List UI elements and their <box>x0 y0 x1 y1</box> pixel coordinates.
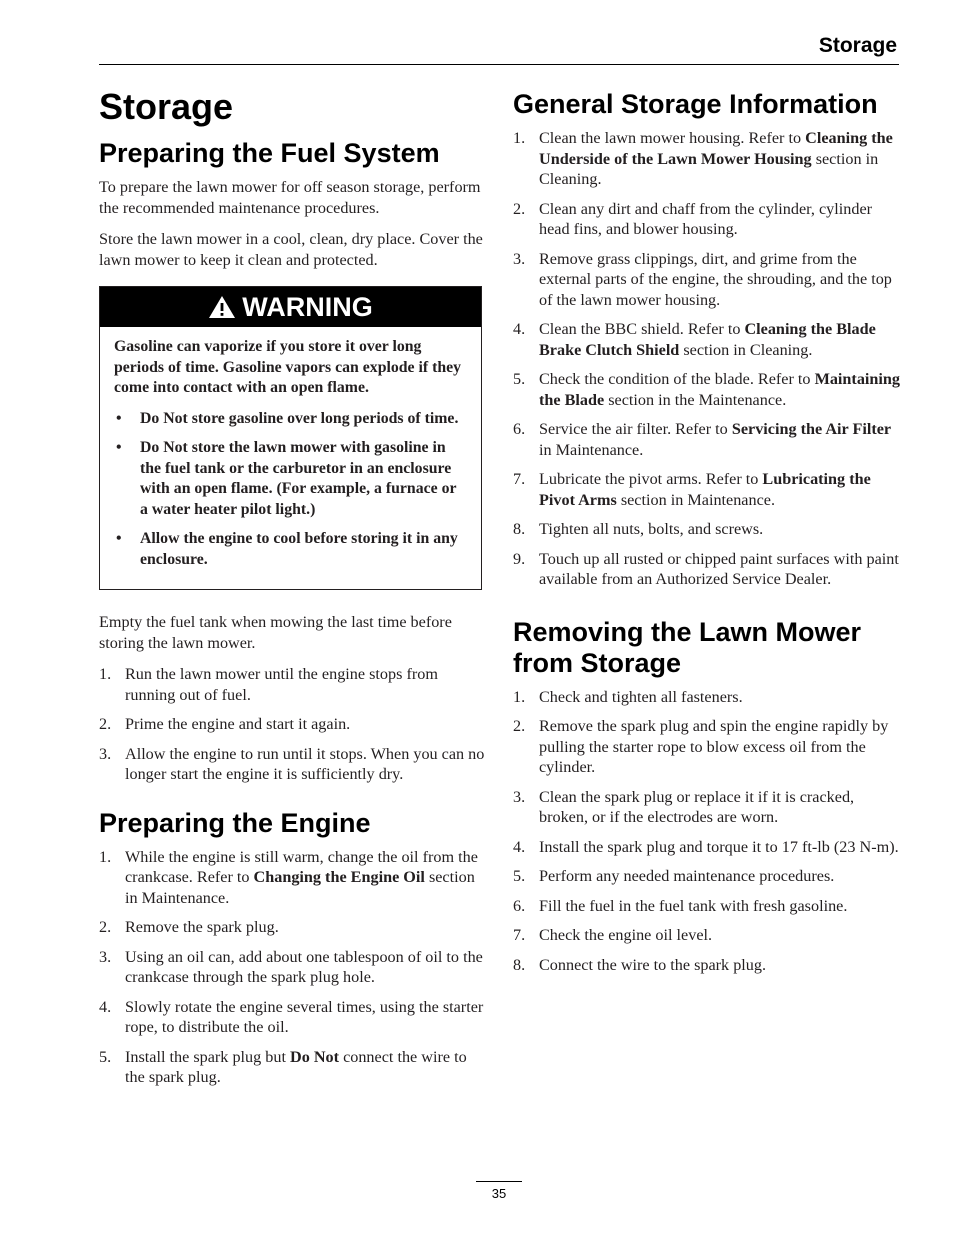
list-item: 1. Clean the lawn mower housing. Refer to Cleaning the Underside of the Lawn Mower Housing section in Cleaning. <box>513 129 893 188</box>
removing-steps <box>513 687 901 976</box>
list-item: 1. Run the lawn mower until the engine stops from running out of fuel. <box>99 665 438 704</box>
list-item: 3. Clean the spark plug or replace it if it is cracked, broken, or if the electrodes are worn. <box>513 787 855 826</box>
warning-bullets <box>114 409 467 571</box>
bullet-icon: • <box>116 530 122 547</box>
fuel-paragraph-2: Store the lawn mower in a cool, clean, dry place. Cover the lawn mower to keep it clean and protected. <box>99 230 483 269</box>
fuel-heading: Preparing the Fuel System <box>99 138 440 168</box>
header-rule <box>99 64 899 65</box>
left-column <box>99 86 487 1097</box>
warning-bullet <box>114 529 467 570</box>
page-number-rule <box>476 1181 522 1182</box>
list-item: 9. Touch up all rusted or chipped paint surfaces with paint available from an Authorized Service Dealer. <box>513 549 899 588</box>
list-item: 5. Check the condition of the blade. Refer to Maintaining the Blade section in the Maintenance. <box>513 370 901 409</box>
list-item: 8. Tighten all nuts, bolts, and screws. <box>513 520 764 538</box>
engine-heading: Preparing the Engine <box>99 807 371 838</box>
list-item: 8. Connect the wire to the spark plug. <box>513 955 767 974</box>
warning-body <box>100 327 481 589</box>
list-item: 7. Check the engine oil level. <box>513 926 713 944</box>
step-text: Allow the engine to run until it stops. When you can no longer start the engine it is sufficiently dry. <box>125 744 485 783</box>
fuel-paragraph-1: To prepare the lawn mower for off season storage, perform the recommended maintenance procedures. <box>99 178 481 217</box>
page-title: Storage <box>99 86 234 127</box>
list-item: 3. Allow the engine to run until it stops. When you can no longer start the engine it is sufficiently dry. <box>99 744 485 783</box>
list-item: 4. Install the spark plug and torque it to 17 ft-lb (23 N-m). <box>513 837 899 856</box>
general-heading: General Storage Information <box>513 89 878 119</box>
list-item: 2. Remove the spark plug and spin the engine rapidly by pulling the starter rope to blow excess oil from the cylinder. <box>513 717 889 776</box>
list-item: 2. Prime the engine and start it again. <box>99 715 351 733</box>
bullet-icon: • <box>116 409 122 427</box>
list-item: 5. Perform any needed maintenance procedures. <box>513 867 835 885</box>
list-item: 5. Install the spark plug but Do Not connect the wire to the spark plug. <box>99 1047 467 1086</box>
warning-header <box>100 287 481 327</box>
page-number: 35 <box>491 1186 507 1201</box>
warning-label: WARNING <box>242 291 373 322</box>
warning-intro: Gasoline can vaporize if you store it over long periods of time. Gasoline vapors can explode if they come into contact with an open flame. <box>114 338 462 396</box>
list-item: 6. Service the air filter. Refer to Servicing the Air Filter in Maintenance. <box>513 420 892 459</box>
warning-bullet-text: Allow the engine to cool before storing it in any enclosure. <box>140 530 458 568</box>
step-text: Run the lawn mower until the engine stops from running out of fuel. <box>125 665 438 704</box>
running-header: Storage <box>818 34 897 57</box>
list-item: 4. Clean the BBC shield. Refer to Cleaning the Blade Brake Clutch Shield section in Cleaning. <box>513 320 876 359</box>
engine-steps <box>99 847 487 1088</box>
fuel-paragraph-3: Empty the fuel tank when mowing the last time before storing the lawn mower. <box>99 613 452 652</box>
list-item: 1. Check and tighten all fasteners. <box>513 687 743 706</box>
right-column <box>513 86 901 984</box>
warning-bullet <box>114 438 467 520</box>
fuel-steps <box>99 664 487 785</box>
warning-bullet-text: Do Not store the lawn mower with gasoline in the fuel tank or the carburetor in an enclosure with an open flame. (For example, a furnace or a water heater pilot light.) <box>140 439 457 518</box>
removing-heading: Removing the Lawn Mower from Storage <box>513 616 862 678</box>
general-steps <box>513 128 901 590</box>
list-item: 1. While the engine is still warm, change the oil from the crankcase. Refer to Changing the Engine Oil section in Maintenance. <box>99 847 478 907</box>
list-item: 3. Remove grass clippings, dirt, and grime from the external parts of the engine, the shrouding, and the top of the lawn mower housing. <box>513 249 892 309</box>
list-item: 6. Fill the fuel in the fuel tank with fresh gasoline. <box>513 896 848 915</box>
warning-bullet-text: Do Not store gasoline over long periods of time. <box>140 409 459 427</box>
list-item: 4. Slowly rotate the engine several times, using the starter rope, to distribute the oil. <box>99 997 484 1036</box>
list-item: 2. Remove the spark plug. <box>99 918 279 936</box>
warning-bullet <box>114 409 467 430</box>
warning-triangle-icon <box>208 295 236 319</box>
warning-box <box>99 286 482 590</box>
step-text: Prime the engine and start it again. <box>125 715 351 733</box>
list-item: 7. Lubricate the pivot arms. Refer to Lubricating the Pivot Arms section in Maintenance. <box>513 470 871 509</box>
list-item: 3. Using an oil can, add about one tablespoon of oil to the crankcase through the spark plug hole. <box>99 947 483 986</box>
list-item: 2. Clean any dirt and chaff from the cylinder, cylinder head fins, and blower housing. <box>513 199 873 238</box>
bullet-icon: • <box>116 439 122 456</box>
